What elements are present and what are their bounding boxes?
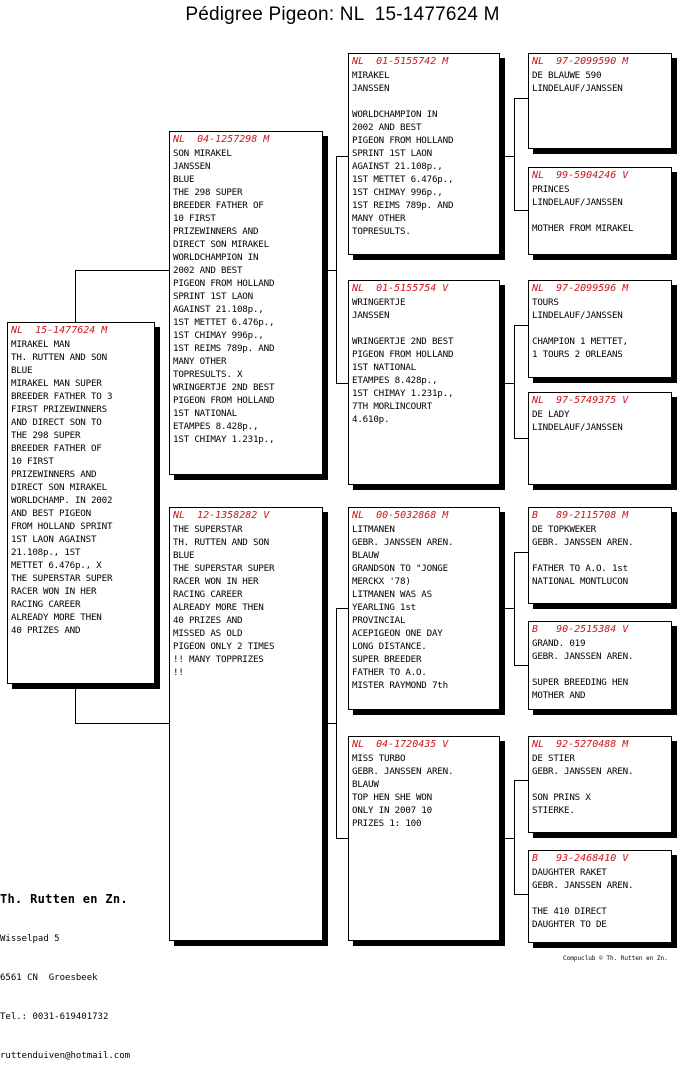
- connector-line: [499, 383, 514, 384]
- owner-city: 6561 CN Groesbeek: [0, 973, 98, 983]
- connector-line: [514, 325, 515, 438]
- pigeon-description: TOURS LINDELAUF/JANSSEN CHAMPION 1 METTET, 1 TOURS 2 ORLEANS: [532, 297, 628, 360]
- connector-line: [336, 156, 348, 157]
- ring-number: NL 00-5032868 M: [352, 510, 449, 521]
- connector-line: [499, 156, 514, 157]
- pigeon-card-sds[interactable]: [528, 280, 672, 378]
- ring-number: NL 97-2099596 M: [532, 283, 629, 294]
- pigeon-card-dds[interactable]: [528, 736, 672, 833]
- ring-number: NL 04-1257298 M: [173, 134, 270, 145]
- pigeon-card-ddd[interactable]: [528, 850, 672, 943]
- pigeon-card-sire-dam[interactable]: [348, 280, 500, 485]
- pigeon-description: THE SUPERSTAR TH. RUTTEN AND SON BLUE THE SUPERSTAR SUPER RACER WON IN HER RACING CAREER ALREADY MORE THEN 40 PRIZES AND MISSED AS OLD PIGEON ONLY 2 TIMES !! MANY TOPPRIZES !!: [173, 524, 275, 678]
- connector-line: [514, 894, 528, 895]
- pigeon-description: GRAND. 019 GEBR. JANSSEN AREN. SUPER BREEDING HEN MOTHER AND: [532, 638, 634, 701]
- pigeon-card-dam-dam[interactable]: [348, 736, 500, 941]
- connector-line: [336, 383, 348, 384]
- pigeon-description: WRINGERTJE JANSSEN WRINGERTJE 2ND BEST PIGEON FROM HOLLAND 1ST NATIONAL ETAMPES 8.428p., 1ST CHIMAY 1.231p., 7TH MORLINCOURT 4.610p.: [352, 297, 454, 425]
- connector-line: [514, 438, 528, 439]
- owner-email[interactable]: ruttenduiven@hotmail.com: [0, 1051, 131, 1061]
- connector-line: [322, 270, 336, 271]
- page-title: Pédigree Pigeon: NL 15-1477624 M: [185, 4, 500, 25]
- connector-line: [336, 608, 348, 609]
- pigeon-description: MISS TURBO GEBR. JANSSEN AREN. BLAUW TOP HEN SHE WON ONLY IN 2007 10 PRIZES 1: 100: [352, 753, 454, 829]
- connector-line: [499, 838, 514, 839]
- connector-line: [514, 98, 528, 99]
- owner-phone: Tel.: 0031-619401732: [0, 1012, 109, 1022]
- connector-line: [336, 608, 337, 838]
- ring-number: NL 97-5749375 V: [532, 395, 629, 406]
- connector-line: [75, 723, 169, 724]
- ring-number: NL 04-1720435 V: [352, 739, 449, 750]
- connector-line: [514, 210, 528, 211]
- pigeon-card-ssd[interactable]: [528, 167, 672, 255]
- pigeon-card-sss[interactable]: [528, 53, 672, 149]
- connector-line: [514, 665, 528, 666]
- connector-line: [75, 270, 169, 271]
- connector-line: [514, 780, 515, 894]
- connector-line: [322, 723, 336, 724]
- ring-number: NL 01-5155754 V: [352, 283, 449, 294]
- ring-number: NL 97-2099590 M: [532, 56, 629, 67]
- pigeon-description: DE TOPKWEKER GEBR. JANSSEN AREN. FATHER TO A.O. 1st NATIONAL MONTLUCON: [532, 524, 634, 587]
- pigeon-card-dsd[interactable]: [528, 621, 672, 710]
- connector-line: [336, 838, 348, 839]
- connector-line: [499, 608, 514, 609]
- pigeon-description: PRINCES LINDELAUF/JANSSEN MOTHER FROM MIRAKEL: [532, 184, 634, 234]
- pigeon-card-sire-sire[interactable]: [348, 53, 500, 255]
- ring-number: NL 15-1477624 M: [11, 325, 108, 336]
- ring-number: NL 01-5155742 M: [352, 56, 449, 67]
- connector-line: [514, 552, 528, 553]
- pigeon-description: MIRAKEL MAN TH. RUTTEN AND SON BLUE MIRAKEL MAN SUPER BREEDER FATHER TO 3 FIRST PRIZEWINNERS AND DIRECT SON TO THE 298 SUPER BREEDER FATHER OF 10 FIRST PRIZEWINNERS AND DIRECT SON MIRAKEL WORLDCHAMP. IN 2002 AND BEST PIGEON FROM HOLLAND SPRINT 1ST LAON AGAINST 21.108p., 1ST METTET 6.476p., X THE SUPERSTAR SUPER RACER WON IN HER RACING CAREER ALREADY MORE THEN 40 PRIZES AND: [11, 339, 113, 636]
- ring-number: NL 99-5904246 V: [532, 170, 629, 181]
- connector-line: [75, 683, 76, 723]
- connector-line: [514, 98, 515, 210]
- connector-line: [336, 156, 337, 383]
- ring-number: B 89-2115708 M: [532, 510, 629, 521]
- connector-line: [514, 780, 528, 781]
- pigeon-card-subject[interactable]: [7, 322, 155, 684]
- ring-number: NL 92-5270488 M: [532, 739, 629, 750]
- pigeon-card-sire[interactable]: [169, 131, 323, 475]
- pigeon-description: DE LADY LINDELAUF/JANSSEN: [532, 409, 623, 433]
- ring-number: B 90-2515384 V: [532, 624, 629, 635]
- pigeon-card-dam[interactable]: [169, 507, 323, 941]
- ring-number: B 93-2468410 V: [532, 853, 629, 864]
- pigeon-description: DAUGHTER RAKET GEBR. JANSSEN AREN. THE 410 DIRECT DAUGHTER TO DE: [532, 867, 634, 930]
- ring-number: NL 12-1358282 V: [173, 510, 270, 521]
- pigeon-description: DE BLAUWE 590 LINDELAUF/JANSSEN: [532, 70, 623, 94]
- pigeon-description: DE STIER GEBR. JANSSEN AREN. SON PRINS X STIERKE.: [532, 753, 634, 816]
- connector-line: [75, 270, 76, 323]
- owner-street: Wisselpad 5: [0, 934, 60, 944]
- credit-text: Compuclub © Th. Rutten en Zn.: [563, 955, 668, 962]
- owner-info: [0, 866, 130, 1076]
- pigeon-description: SON MIRAKEL JANSSEN BLUE THE 298 SUPER BREEDER FATHER OF 10 FIRST PRIZEWINNERS AND DIRECT SON MIRAKEL WORLDCHAMPION IN 2002 AND BEST PIGEON FROM HOLLAND SPRINT 1ST LAON AGAINST 21.108p., 1ST METTET 6.476p., 1ST CHIMAY 996p., 1ST REIMS 789p. AND MANY OTHER TOPRESULTS. X WRINGERTJE 2ND BEST PIGEON FROM HOLLAND 1ST NATIONAL ETAMPES 8.428p., 1ST CHIMAY 1.231p.,: [173, 148, 275, 445]
- pigeon-card-dss[interactable]: [528, 507, 672, 604]
- connector-line: [514, 325, 528, 326]
- pigeon-description: MIRAKEL JANSSEN WORLDCHAMPION IN 2002 AND BEST PIGEON FROM HOLLAND SPRINT 1ST LAON AGAINST 21.108p., 1ST METTET 6.476p., 1ST CHIMAY 996p., 1ST REIMS 789p. AND MANY OTHER TOPRESULTS.: [352, 70, 454, 237]
- pigeon-card-sdd[interactable]: [528, 392, 672, 485]
- owner-name: Th. Rutten en Zn.: [0, 892, 128, 906]
- pigeon-description: LITMANEN GEBR. JANSSEN AREN. BLAUW GRANDSON TO "JONGE MERCKX '78) LITMANEN WAS AS YEARLING 1st PROVINCIAL ACEPIGEON ONE DAY LONG DISTANCE. SUPER BREEDER FATHER TO A.O. MISTER RAYMOND 7th: [352, 524, 454, 691]
- connector-line: [514, 552, 515, 665]
- pigeon-card-dam-sire[interactable]: [348, 507, 500, 710]
